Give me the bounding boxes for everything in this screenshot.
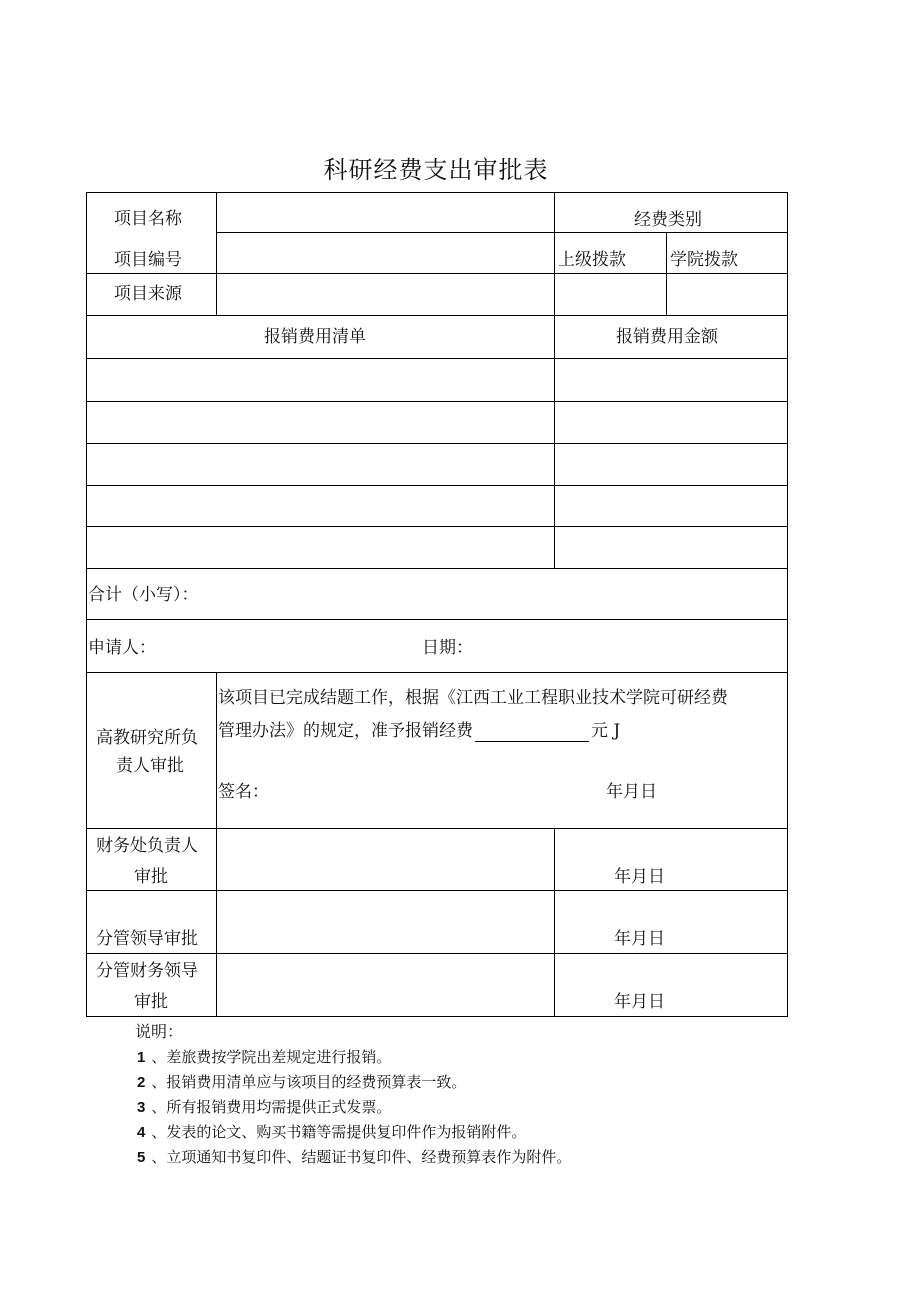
project-source-label: 项目来源 <box>114 284 182 304</box>
table-border-left <box>86 192 87 1017</box>
note-item-1 <box>137 1046 391 1067</box>
research-approval-date: 年月日 <box>606 782 657 802</box>
research-approval-label-line1: 高教研究所负 <box>96 728 198 748</box>
project-number-label: 项目编号 <box>114 250 182 270</box>
research-approval-text-part-b: 元 J <box>591 721 621 741</box>
expense-amount-row-2[interactable] <box>555 402 787 443</box>
finance-leader-approval-date: 年月日 <box>614 992 665 1012</box>
note-item-5 <box>137 1146 571 1167</box>
note-item-2 <box>137 1071 466 1092</box>
expense-amount-header: 报销费用金额 <box>616 327 718 347</box>
superior-funding-field[interactable] <box>555 274 666 315</box>
finance-leader-approval-label-line1: 分管财务领导 <box>96 961 198 981</box>
note-number: 2 <box>137 1074 146 1091</box>
note-number: 5 <box>137 1149 146 1166</box>
row-line <box>86 568 788 569</box>
leader-approval-date: 年月日 <box>614 929 665 949</box>
col-line <box>554 828 555 1016</box>
expense-item-row-2[interactable] <box>87 402 554 443</box>
project-name-field[interactable] <box>217 193 554 232</box>
expense-list-header: 报销费用清单 <box>264 327 366 347</box>
notes-title: 说明： <box>135 1022 184 1041</box>
row-line <box>86 315 788 316</box>
note-text: 、所有报销费用均需提供正式发票。 <box>151 1098 392 1116</box>
note-text: 、差旅费按学院出差规定进行报销。 <box>151 1048 392 1066</box>
leader-approval-label: 分管领导审批 <box>96 929 198 949</box>
expense-item-row-4[interactable] <box>87 486 554 526</box>
note-number: 3 <box>137 1099 146 1116</box>
note-text: 、发表的论文、购买书籍等需提供复印件作为报销附件。 <box>151 1123 527 1141</box>
finance-approval-date: 年月日 <box>614 867 665 887</box>
note-number: 1 <box>137 1049 146 1066</box>
finance-leader-approval-label-line2: 审批 <box>134 992 168 1012</box>
finance-approval-label-line2: 审批 <box>134 867 168 887</box>
superior-funding-label: 上级拨款 <box>558 250 626 270</box>
note-text: 、报销费用清单应与该项目的经费预算表一致。 <box>151 1073 467 1091</box>
fund-category-label: 经费类别 <box>634 210 702 230</box>
research-approval-label-line2: 责人审批 <box>116 756 184 776</box>
expense-item-row-5[interactable] <box>87 527 554 568</box>
project-number-field[interactable] <box>217 233 554 273</box>
expense-amount-row-4[interactable] <box>555 486 787 526</box>
college-funding-label: 学院拨款 <box>670 250 738 270</box>
finance-approval-field[interactable] <box>217 829 554 890</box>
research-approval-text-line2 <box>218 720 620 742</box>
note-item-4 <box>137 1121 526 1142</box>
row-line <box>86 619 788 620</box>
row-line <box>86 672 788 673</box>
note-number: 4 <box>137 1124 146 1141</box>
expense-amount-row-3[interactable] <box>555 444 787 485</box>
research-approval-text-part-a: 管理办法》的规定，准予报销经费 <box>218 721 473 741</box>
project-source-field[interactable] <box>217 274 554 315</box>
signature-label: 签名： <box>218 782 269 802</box>
reimburse-amount-blank[interactable] <box>475 723 589 742</box>
finance-approval-label-line1: 财务处负责人 <box>96 836 198 856</box>
project-name-label: 项目名称 <box>114 209 182 229</box>
expense-amount-row-5[interactable] <box>555 527 787 568</box>
table-border-right <box>787 192 788 1017</box>
expense-amount-row-1[interactable] <box>555 359 787 401</box>
note-text: 、立项通知书复印件、结题证书复印件、经费预算表作为附件。 <box>151 1148 572 1166</box>
leader-approval-field[interactable] <box>217 891 554 953</box>
form-title: 科研经费支出审批表 <box>323 156 549 184</box>
total-label: 合计（小写）： <box>88 585 199 605</box>
date-label: 日期： <box>422 638 473 658</box>
expense-item-row-1[interactable] <box>87 359 554 401</box>
finance-leader-approval-field[interactable] <box>217 954 554 1016</box>
table-border-bottom <box>86 1016 788 1017</box>
approval-form-table <box>86 192 788 1017</box>
note-item-3 <box>137 1096 391 1117</box>
research-approval-text-line1: 该项目已完成结题工作，根据《江西工业工程职业技术学院可研经费 <box>218 688 728 708</box>
expense-item-row-3[interactable] <box>87 444 554 485</box>
applicant-label: 申请人： <box>88 638 156 658</box>
college-funding-field[interactable] <box>667 274 787 315</box>
